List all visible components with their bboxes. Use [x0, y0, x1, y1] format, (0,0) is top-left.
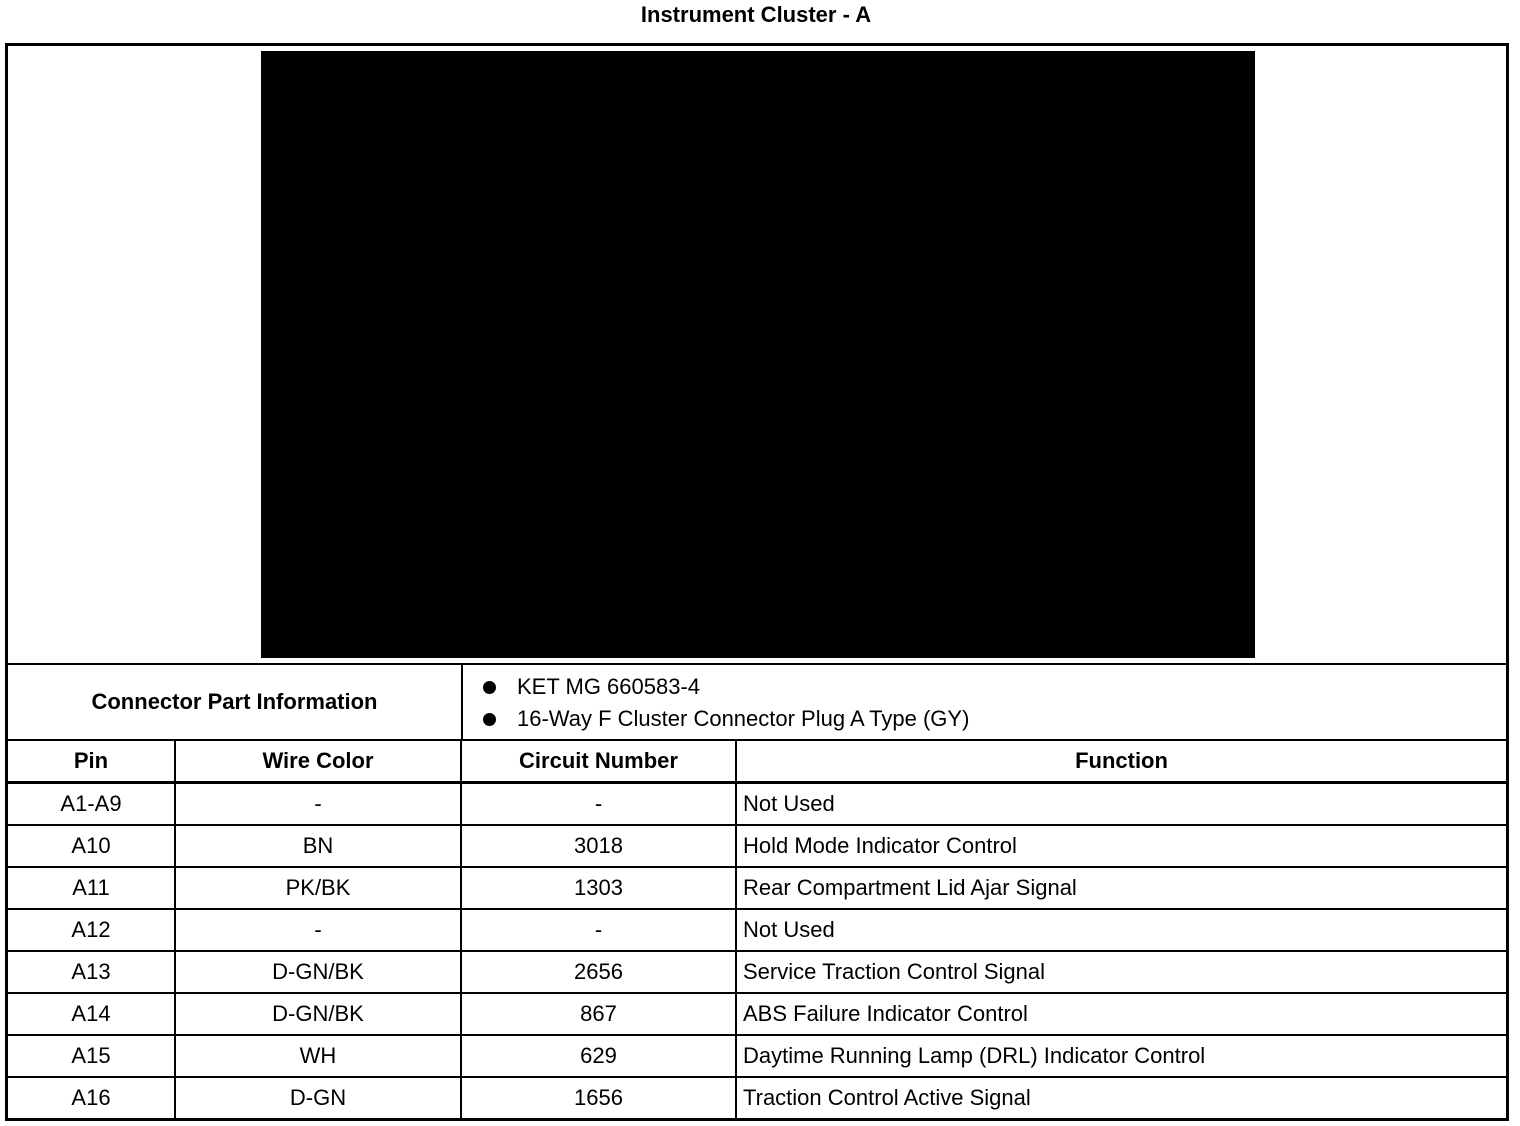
bullet-icon — [483, 681, 496, 694]
cell-circuit-number: - — [461, 909, 736, 951]
connector-part-info-item — [483, 703, 969, 735]
cell-wire-color: D-GN/BK — [175, 951, 461, 993]
bullet-icon — [483, 713, 496, 726]
header-function: Function — [736, 741, 1506, 783]
cell-function: Daytime Running Lamp (DRL) Indicator Control — [736, 1035, 1506, 1077]
connector-part-info-text: KET MG 660583-4 — [517, 674, 701, 699]
header-circuit-number: Circuit Number — [461, 741, 736, 783]
cell-function: Not Used — [736, 909, 1506, 951]
cell-function: Traction Control Active Signal — [743, 1085, 1031, 1110]
cell-pin: A10 — [8, 825, 175, 867]
connector-part-info-text: 16-Way F Cluster Connector Plug A Type (GY) — [517, 706, 970, 731]
cell-pin: A13 — [8, 951, 175, 993]
cell-wire-color: D-GN/BK — [175, 993, 461, 1035]
cell-function: Hold Mode Indicator Control — [736, 825, 1506, 867]
cell-circuit-number: 867 — [461, 993, 736, 1035]
connector-part-info-item — [483, 671, 969, 703]
cell-pin: A12 — [8, 909, 175, 951]
cell-wire-color: PK/BK — [175, 867, 461, 909]
table-row — [8, 951, 1506, 993]
cell-pin: A1-A9 — [8, 783, 175, 826]
table-row — [8, 867, 1506, 909]
table-row — [8, 825, 1506, 867]
cell-wire-color: - — [175, 909, 461, 951]
cell-function: Rear Compartment Lid Ajar Signal — [736, 867, 1506, 909]
cell-pin: A14 — [8, 993, 175, 1035]
cell-wire-color: WH — [175, 1035, 461, 1077]
table-row — [8, 1077, 1506, 1118]
page-title: Instrument Cluster - A — [640, 2, 872, 27]
table-row — [8, 909, 1506, 951]
cell-circuit-number: 629 — [461, 1035, 736, 1077]
cell-function: Not Used — [736, 783, 1506, 826]
cell-circuit-number: - — [461, 783, 736, 826]
table-row — [8, 783, 1506, 826]
cell-wire-color: - — [175, 783, 461, 826]
header-pin: Pin — [8, 741, 175, 783]
cell-wire-color: BN — [175, 825, 461, 867]
pin-table — [8, 741, 1506, 1118]
connector-image-area — [8, 46, 1506, 665]
connector-image — [261, 51, 1255, 658]
cell-function: ABS Failure Indicator Control — [736, 993, 1506, 1035]
table-row — [8, 1035, 1506, 1077]
connector-part-info-list — [483, 671, 969, 735]
table-row — [8, 993, 1506, 1035]
connector-part-info-label: Connector Part Information — [8, 665, 463, 739]
cell-circuit-number: 3018 — [461, 825, 736, 867]
connector-part-info-row — [8, 665, 1506, 741]
connector-frame — [5, 43, 1509, 1121]
cell-pin: A15 — [8, 1035, 175, 1077]
cell-circuit-number: 2656 — [461, 951, 736, 993]
cell-pin: A11 — [8, 867, 175, 909]
pin-table-header — [8, 741, 1506, 783]
header-wire-color: Wire Color — [175, 741, 461, 783]
cell-pin: A16 — [8, 1077, 175, 1118]
cell-function: Service Traction Control Signal — [736, 951, 1506, 993]
cell-wire-color: D-GN — [175, 1077, 461, 1118]
cell-circuit-number: 1303 — [461, 867, 736, 909]
cell-circuit-number: 1656 — [461, 1077, 736, 1118]
